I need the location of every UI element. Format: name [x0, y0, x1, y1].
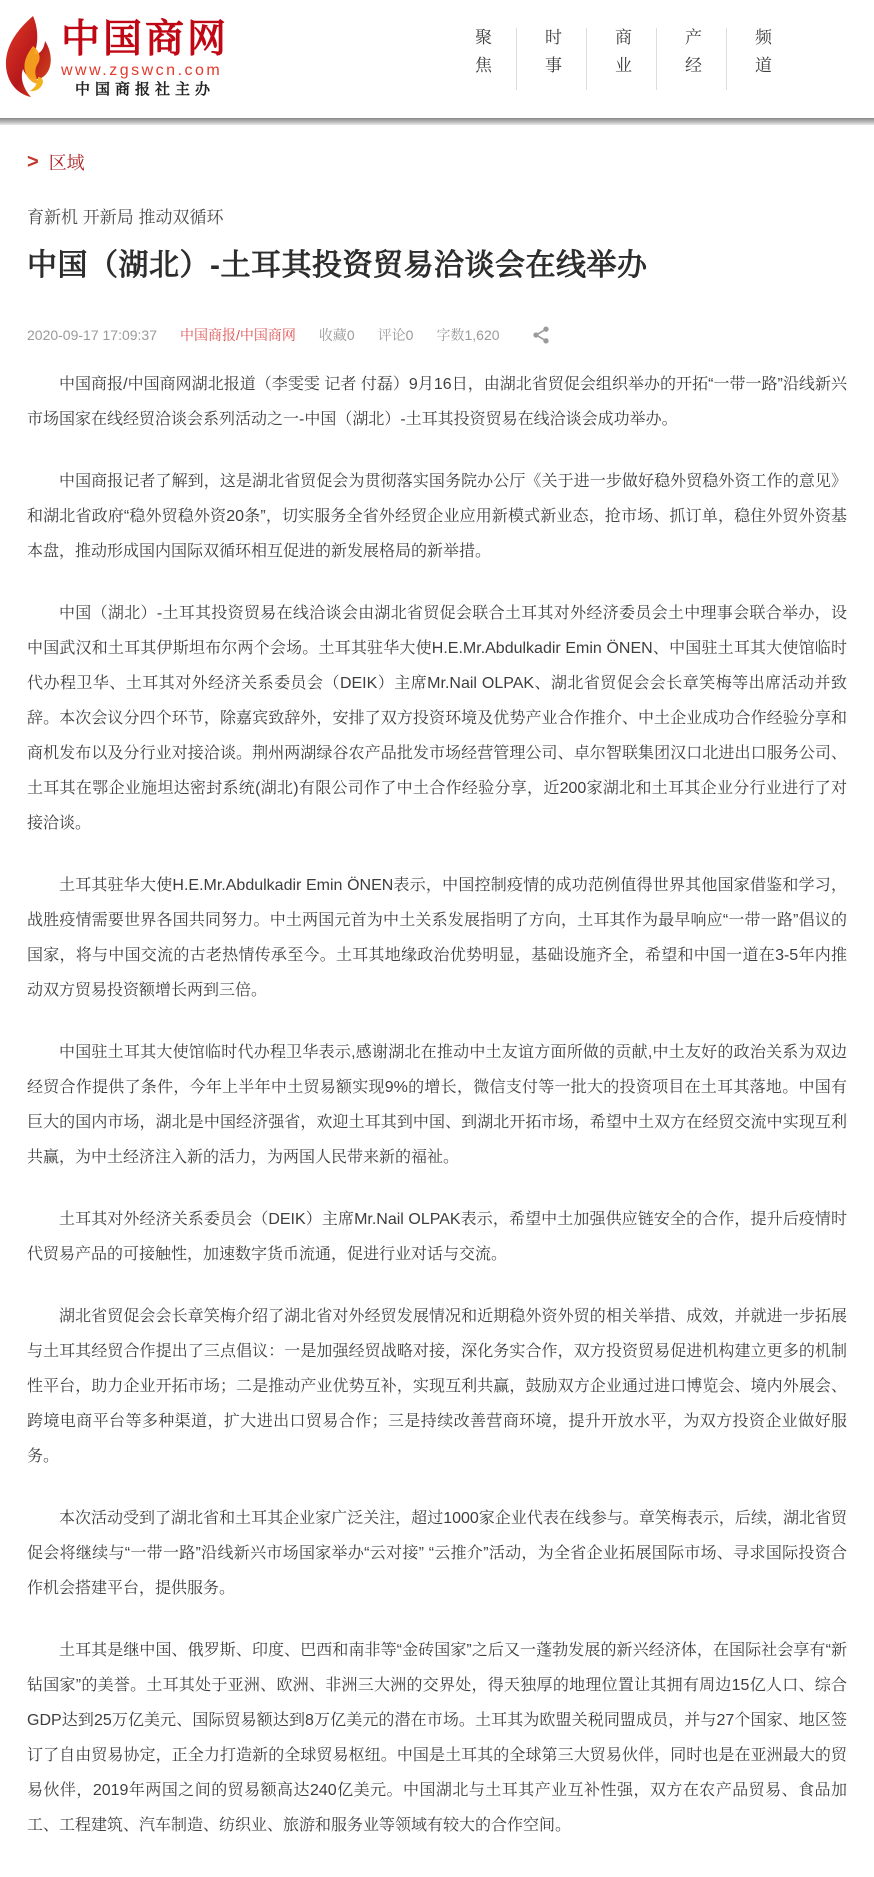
share-icon[interactable] — [531, 325, 551, 345]
publish-datetime: 2020-09-17 17:09:37 — [27, 327, 157, 343]
source-link[interactable]: 中国商报/中国商网 — [180, 327, 296, 343]
article-paragraph: 土耳其是继中国、俄罗斯、印度、巴西和南非等“金砖国家”之后又一蓬勃发展的新兴经济体，在国际社会享有“新钻国家”的美誉。土耳其处于亚洲、欧洲、非洲三大洲的交界处，得天独厚的地理位置让其拥有周边15亿人口、综合GDP达到25万亿美元、国际贸易额达到8万亿美元的潜在市场。土耳其为欧盟关税同盟成员，并与27个国家、地区签订了自由贸易协定，正全力打造新的全球贸易枢纽。中国是土耳其的全球第三大贸易伙伴，同时也是在亚洲最大的贸易伙伴，2019年两国之间的贸易额高达240亿美元。中国湖北与土耳其产业互补性强，双方在农产品贸易、食品加工、工程建筑、汽车制造、纺织业、旅游和服务业等领域有较大的合作空间。 — [27, 1642, 847, 1834]
comments-button[interactable]: 评论0 — [377, 327, 414, 343]
article-paragraph: 中国驻土耳其大使馆临时代办程卫华表示,感谢湖北在推动中土友谊方面所做的贡献,中土友好的政治关系为双边经贸合作提供了条件，今年上半年中土贸易额实现9%的增长，微信支付等一批大的投资项目在土耳其落地。中国有巨大的国内市场，湖北是中国经济强省，欢迎土耳其到中国、到湖北开拓市场，希望中土双方在经贸交流中实现互利共赢，为中土经济注入新的活力，为两国人民带来新的福祉。 — [27, 1044, 847, 1166]
nav-item-pindao[interactable]: 频道 — [726, 28, 796, 90]
site-header — [0, 0, 874, 118]
nav-item-shangye[interactable]: 商业 — [586, 28, 656, 90]
article-paragraph: 中国（湖北）-土耳其投资贸易在线洽谈会由湖北省贸促会联合土耳其对外经济委员会土中理事会联合举办，设中国武汉和土耳其伊斯坦布尔两个会场。土耳其驻华大使H.E.Mr.Abdulkadir Emin ÖNEN、中国驻土耳其大使馆临时代办程卫华、土耳其对外经济关系委员会（DEIK）主席Mr.Nail OLPAK、湖北省贸促会会长章笑梅等出席活动并致辞。本次会议分四个环节，除嘉宾致辞外，安排了双方投资环境及优势产业合作推介、中土企业成功合作经验分享和商机发布以及分行业对接洽谈。荆州两湖绿谷农产品批发市场经营管理公司、卓尔智联集团汉口北进出口服务公司、土耳其在鄂企业施坦达密封系统(湖北)有限公司作了中土合作经验分享，近200家湖北和土耳其企业分行业进行了对接洽谈。 — [27, 605, 847, 832]
site-logo[interactable] — [2, 15, 229, 104]
nav-item-juji[interactable]: 聚焦 — [472, 28, 491, 84]
article-kicker: 育新机 开新局 推动双循环 — [27, 208, 224, 227]
main-nav — [447, 28, 796, 90]
breadcrumb — [27, 149, 847, 175]
word-count: 字数1,620 — [436, 327, 500, 343]
article-title: 中国（湖北）-土耳其投资贸易洽谈会在线举办 — [27, 249, 648, 282]
logo-url: www.zgswcn.com — [61, 61, 223, 79]
breadcrumb-category-link[interactable]: 区域 — [48, 153, 85, 173]
article-paragraph: 中国商报记者了解到，这是湖北省贸促会为贯彻落实国务院办公厅《关于进一步做好稳外贸稳外资工作的意见》和湖北省政府“稳外贸稳外资20条”，切实服务全省外经贸企业应用新模式新业态，抢市场、抓订单，稳住外贸外资基本盘，推动形成国内国际双循环相互促进的新发展格局的新举措。 — [27, 473, 847, 560]
article-paragraph: 中国商报/中国商网湖北报道（李雯雯 记者 付磊）9月16日，由湖北省贸促会组织举办的开拓“一带一路”沿线新兴市场国家在线经贸洽谈会系列活动之一-中国（湖北）-土耳其投资贸易在线洽谈会成功举办。 — [27, 376, 847, 428]
header-separator — [0, 118, 874, 125]
collect-button[interactable]: 收藏0 — [318, 327, 355, 343]
article-paragraph: 本次活动受到了湖北省和土耳其企业家广泛关注，超过1000家企业代表在线参与。章笑梅表示，后续，湖北省贸促会将继续与“一带一路”沿线新兴市场国家举办“云对接” “云推介”活动，为全省企业拓展国际市场、寻求国际投资合作机会搭建平台，提供服务。 — [27, 1510, 847, 1597]
article-paragraph: 土耳其对外经济关系委员会（DEIK）主席Mr.Nail OLPAK表示，希望中土加强供应链安全的合作，提升后疫情时代贸易产品的可接触性，加速数字货币流通，促进行业对话与交流。 — [27, 1211, 847, 1263]
article-paragraph: 土耳其驻华大使H.E.Mr.Abdulkadir Emin ÖNEN表示，中国控制疫情的成功范例值得世界其他国家借鉴和学习，战胜疫情需要世界各国共同努力。中土两国元首为中土关系发展指明了方向，土耳其作为最早响应“一带一路”倡议的国家，将与中国交流的古老热情传承至今。土耳其地缘政治优势明显，基础设施齐全，希望和中国一道在3-5年内推动双方贸易投资额增长两到三倍。 — [27, 877, 847, 999]
article-paragraph: 湖北省贸促会会长章笑梅介绍了湖北省对外经贸发展情况和近期稳外资外贸的相关举措、成效，并就进一步拓展与土耳其经贸合作提出了三点倡议：一是加强经贸战略对接，深化务实合作，双方投资贸易促进机构建立更多的机制性平台，助力企业开拓市场；二是推动产业优势互补，实现互利共赢，鼓励双方企业通过进口博览会、境内外展会、跨境电商平台等多种渠道，扩大进出口贸易合作；三是持续改善营商环境，提升开放水平，为双方投资企业做好服务。 — [27, 1308, 847, 1465]
nav-item-shishi[interactable]: 时事 — [516, 28, 586, 90]
article-body — [27, 367, 847, 1877]
flame-logo-icon — [2, 15, 58, 104]
breadcrumb-arrow-icon: > — [27, 151, 39, 173]
logo-subtitle: 中国商报社主办 — [75, 81, 216, 99]
logo-title: 中国商网 — [61, 17, 230, 61]
nav-item-chanjing[interactable]: 产经 — [656, 28, 726, 90]
article-meta — [27, 325, 847, 345]
